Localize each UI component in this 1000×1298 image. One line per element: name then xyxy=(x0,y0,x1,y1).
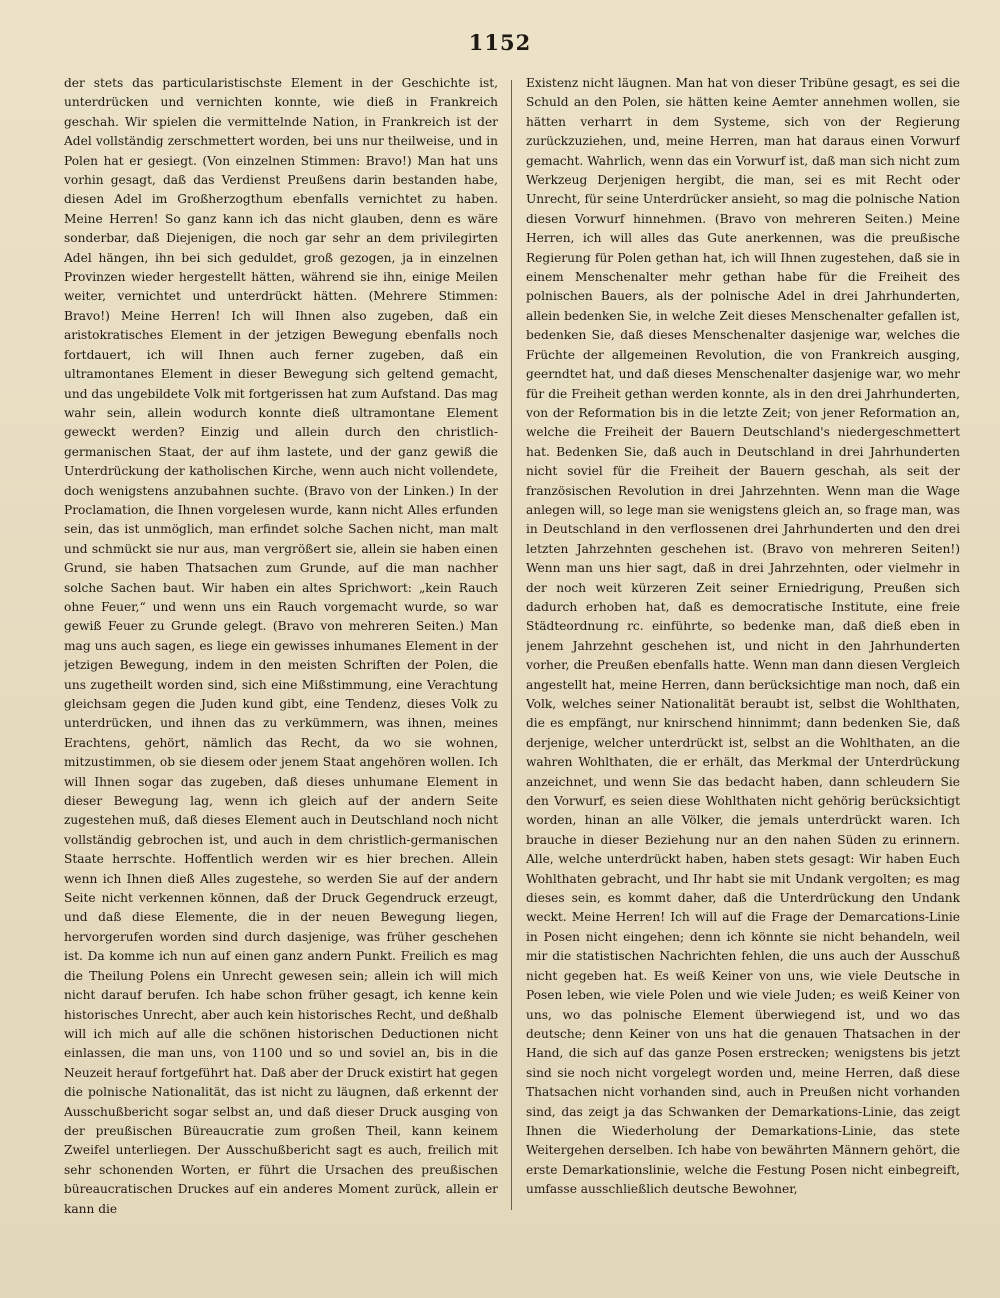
column-text: Existenz nicht läugnen. Man hat von dieser Tribüne gesagt, es sei die Schuld an den Polen, sie hätten keine Aemter annehmen wollen, sie hätten verharrt in dem Systeme, sich von der Regierung zurückzuziehen, und, meine Herren, man hat daraus einen Vorwurf gemacht. Wahrlich, wenn das ein Vorwurf ist, daß man sich nicht zum Werkzeug Derjenigen hergibt, die man, sei es mit Recht oder Unrecht, für seine Unterdrücker ansieht, so mag die polnische Nation diesen Vorwurf hinnehmen. (Bravo von mehreren Seiten.) Meine Herren, ich will alles das Gute anerkennen, was die preußische Regierung für Polen gethan hat, ich will Ihnen zugestehen, daß sie in einem Menschenalter mehr gethan habe für die Freiheit des polnischen Bauers, als der polnische Adel in drei Jahrhunderten, allein bedenken Sie, in welche Zeit dieses Menschenalter gefallen ist, bedenken Sie, daß dieses Menschenalter dasjenige war, welches die Früchte der allgemeinen Revolution, die von Frankreich ausging, geerndtet hat, und daß dieses Menschenalter dasjenige war, wo mehr für die Freiheit gethan werden konnte, als in den drei Jahrhunderten, von der Reformation bis in die letzte Zeit; von jener Reformation an, welche die Freiheit der Bauern Deutschland's niedergeschmettert hat. Bedenken Sie, daß auch in Deutschland in drei Jahrhunderten nicht soviel für die Freiheit der Bauern geschah, als seit der französischen Revolution in drei Jahrzehnten. Wenn man die Wage anlegen will, so lege man sie wenigstens gleich an, so frage man, was in Deutschland in den verflossenen drei Jahrhunderten und den drei letzten Jahrzehnten geschehen ist. (Bravo von mehreren Seiten!) Wenn man uns hier sagt, daß in drei Jahrzehnten, oder vielmehr in der noch weit kürzeren Zeit seiner Erniedrigung, Preußen sich dadurch erhoben hat, daß es democratische Institute, eine freie Städteordnung rc. einführte, so bedenke man, daß dieß eben in jenem Jahrzehnt geschehen ist, und nicht in den Jahrhunderten vorher, die Preußen ebenfalls hatte. Wenn man dann diesen Vergleich angestellt hat, meine Herren, dann berücksichtige man noch, daß ein Volk, welches seiner Nationalität beraubt ist, selbst die Wohlthaten, die es empfängt, nur knirschend hinnimmt; dann bedenken Sie, daß derjenige, welcher unterdrückt ist, selbst an die Wohlthaten, an die wahren Wohlthaten, die er erhält, das Merkmal der Unterdrückung anzeichnet, und wenn Sie das bedacht haben, dann schleudern Sie den Vorwurf, es seien diese Wohlthaten nicht gehörig berücksichtigt worden, hinan an alle Völker, die jemals unterdrückt waren. Ich brauche in dieser Beziehung nur an den nahen Süden zu erinnern. Alle, welche unterdrückt haben, haben stets gesagt: Wir haben Euch Wohlthaten gebracht, und Ihr habt sie mit Undank vergolten; es mag dieses sein, es kommt daher, daß die Unterdrückung den Undank weckt. Meine Herren! Ich will auf die Frage der Demarcations-Linie in Posen nicht eingehen; denn ich könnte sie nicht behandeln, weil mir die statistischen Nachrichten fehlen, die uns auch der Ausschuß nicht gegeben hat. Es weiß Keiner von uns, wie viele Deutsche in Posen leben, wie viele Polen und wie viele Juden; es weiß Keiner von uns, wo das polnische Element überwiegend ist, und wo das deutsche; denn Keiner von uns hat die genauen Thatsachen in der Hand, die sich auf das ganze Posen erstrecken; wenigstens bis jetzt sind sie noch nicht vorgelegt worden und, meine Herren, daß diese Thatsachen nicht vorhanden sind, auch in Preußen nicht vorhanden sind, das zeigt ja das Schwanken der Demarkations-Linie, das zeigt Ihnen die Wiederholung der Demarkations-Linie, das stete Weitergehen derselben. Ich habe von bewährten Männern gehört, die erste Demarkationslinie, welche die Festung Posen nicht einbegreift, umfasse ausschließlich deutsche Bewohner, xyxy=(526,76,960,1197)
column-text: der stets das particularistischste Element in der Geschichte ist, unterdrücken und vernichten konnte, wie dieß in Frankreich geschah. Wir spielen die vermittelnde Nation, in Frankreich ist der Adel vollständig zerschmettert worden, bei uns nur theilweise, und in Polen hat er gesiegt. (Von einzelnen Stimmen: Bravo!) Man hat uns vorhin gesagt, daß das Verdienst Preußens darin bestanden habe, diesen Adel im Großherzogthum ebenfalls vernichtet zu haben. Meine Herren! So ganz kann ich das nicht glauben, denn es wäre sonderbar, daß Diejenigen, die noch gar sehr an dem privilegirten Adel hängen, ihn bei sich geduldet, groß gezogen, ja in einzelnen Provinzen wieder hergestellt hätten, während sie ihn, einige Meilen weiter, vernichtet und unterdrückt hätten. (Mehrere Stimmen: Bravo!) Meine Herren! Ich will Ihnen also zugeben, daß ein aristokratisches Element in der jetzigen Bewegung ebenfalls noch fortdauert, ich will Ihnen auch ferner zugeben, daß ein ultramontanes Element in dieser Bewegung sich geltend gemacht, und das ungebildete Volk mit fortgerissen hat zum Aufstand. Das mag wahr sein, allein wodurch konnte dieß ultramontane Element geweckt werden? Einzig und allein durch den christlich-germanischen Staat, der auf ihm lastete, und der ganz gewiß die Unterdrückung der katholischen Kirche, wenn auch nicht vollendete, doch wenigstens anzubahnen suchte. (Bravo von der Linken.) In der Proclamation, die Ihnen vorgelesen wurde, kann nicht Alles erfunden sein, das ist unmöglich, man erfindet solche Sachen nicht, man malt und schmückt sie nur aus, man vergrößert sie, allein sie haben einen Grund, sie haben Thatsachen zum Grunde, auf die man nachher solche Sachen baut. Wir haben ein altes Sprichwort: „kein Rauch ohne Feuer,“ und wenn uns ein Rauch vorgemacht wurde, so war gewiß Feuer zu Grunde gelegt. (Bravo von mehreren Seiten.) Man mag uns auch sagen, es liege ein gewisses inhumanes Element in der jetzigen Bewegung, indem in den meisten Schriften der Polen, die uns zugetheilt worden sind, sich eine Mißstimmung, eine Verachtung gleichsam gegen die Juden kund gibt, eine Tendenz, dieses Volk zu unterdrücken, und ihnen das zu verkümmern, was ihnen, meines Erachtens, gehört, nämlich das Recht, da wo sie wohnen, mitzustimmen, ob sie diesem oder jenem Staat angehören wollen. Ich will Ihnen sogar das zugeben, daß dieses unhumane Element in dieser Bewegung lag, wenn ich gleich auf der andern Seite zugestehen muß, daß dieses Element auch in Deutschland noch nicht vollständig gebrochen ist, und auch in dem christlich-germanischen Staate herrschte. Hoffentlich werden wir es hier brechen. Allein wenn ich Ihnen dieß Alles zugestehe, so werden Sie auf der andern Seite nicht verkennen können, daß der Druck Gegendruck erzeugt, und daß diese Elemente, die in der neuen Bewegung liegen, hervorgerufen worden sind durch dasjenige, was früher geschehen ist. Da komme ich nun auf einen ganz andern Punkt. Freilich es mag die Theilung Polens ein Unrecht gewesen sein; allein ich will mich nicht darauf berufen. Ich habe schon früher gesagt, ich kenne kein historisches Unrecht, aber auch kein historisches Recht, und deßhalb will ich mich auf alle die schönen historischen Deductionen nicht einlassen, die man uns, von 1100 und so und soviel an, bis in die Neuzeit herauf fortgeführt hat. Daß aber der Druck existirt hat gegen die polnische Nationalität, das ist nicht zu läugnen, daß erkennt der Ausschußbericht sogar selbst an, und daß dieser Druck ausging von der preußischen Büreaucratie zum großen Theil, kann keinem Zweifel unterliegen. Der Ausschußbericht sagt es auch, freilich mit sehr schonenden Worten, er führt die Ursachen des preußischen büreaucratischen Druckes auf ein anderes Moment zurück, allein er kann die xyxy=(64,76,498,1216)
text-column-right xyxy=(526,74,960,1224)
column-divider xyxy=(511,80,512,1210)
page-number: 1152 xyxy=(468,30,532,55)
text-column-left xyxy=(64,74,498,1224)
